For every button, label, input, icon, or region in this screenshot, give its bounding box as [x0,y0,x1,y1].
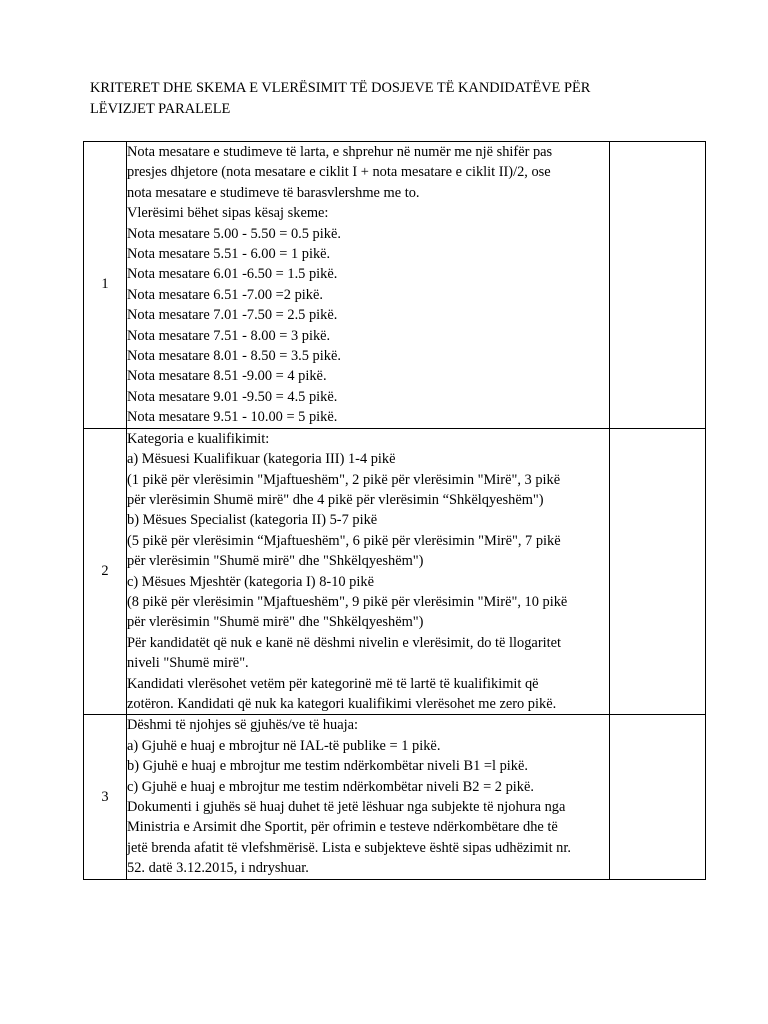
criterion-line: Nota mesatare 9.51 - 10.00 = 5 pikë. [127,409,338,426]
criterion-line: Nota mesatare 5.51 - 6.00 = 1 pikë. [127,246,331,263]
criterion-line: presjes dhjetore (nota mesatare e ciklit I + nota mesatare e ciklit II)/2, ose [127,164,551,181]
criterion-description [127,142,610,429]
row-number: 3 [84,715,127,879]
criterion-line: (8 pikë për vlerësimin "Mjaftueshëm", 9 pikë për vlerësimin "Mirë", 10 pikë [127,593,568,610]
criterion-line: c) Gjuhë e huaj e mbrojtur me testim ndërkombëtar niveli B2 = 2 pikë. [127,778,534,795]
criterion-line: Vlerësimi bëhet sipas kësaj skeme: [127,205,329,222]
criterion-line: Nota mesatare e studimeve të larta, e shprehur në numër me një shifër pas [127,144,553,160]
criterion-description [127,715,610,879]
document-title [90,78,690,119]
criterion-line: b) Gjuhë e huaj e mbrojtur me testim ndërkombëtar niveli B1 =l pikë. [127,758,528,775]
criterion-line: Ministria e Arsimit dhe Sportit, për ofrimin e testeve ndërkombëtare dhe të [127,819,558,836]
criterion-line: për vlerësimin Shumë mirë" dhe 4 pikë për vlerësimin “Shkëlqyeshëm") [127,491,544,508]
criterion-description [127,428,610,715]
criterion-line: Nota mesatare 8.01 - 8.50 = 3.5 pikë. [127,348,341,365]
score-cell [610,428,706,715]
criteria-table [83,141,706,880]
criterion-line: Për kandidatët që nuk e kanë në dëshmi nivelin e vlerësimit, do të llogaritet [127,634,561,651]
criterion-line: Kategoria e kualifikimit: [127,430,270,447]
criterion-line: Nota mesatare 7.51 - 8.00 = 3 pikë. [127,327,331,344]
criterion-line: 52. datë 3.12.2015, i ndryshuar. [127,860,309,877]
criterion-line: Nota mesatare 6.01 -6.50 = 1.5 pikë. [127,266,338,283]
title-line: LËVIZJET PARALELE [90,100,231,117]
criterion-line: jetë brenda afatit të vlefshmërisë. Lista e subjekteve është sipas udhëzimit nr. [127,839,571,856]
criterion-line: për vlerësimin "Shumë mirë" dhe "Shkëlqyeshëm") [127,553,424,570]
criterion-line: Nota mesatare 8.51 -9.00 = 4 pikë. [127,368,327,385]
criterion-line: b) Mësues Specialist (kategoria II) 5-7 pikë [127,512,378,529]
criterion-line: Nota mesatare 7.01 -7.50 = 2.5 pikë. [127,307,338,324]
criterion-line: (1 pikë për vlerësimin "Mjaftueshëm", 2 pikë për vlerësimin "Mirë", 3 pikë [127,471,561,488]
table-row [84,715,706,879]
criterion-line: Nota mesatare 5.00 - 5.50 = 0.5 pikë. [127,225,341,242]
table-row [84,142,706,429]
score-cell [610,715,706,879]
criterion-line: Nota mesatare 9.01 -9.50 = 4.5 pikë. [127,388,338,405]
title-line: KRITERET DHE SKEMA E VLERËSIMIT TË DOSJEVE TË KANDIDATËVE PËR [90,80,591,96]
criterion-line: Dokumenti i gjuhës së huaj duhet të jetë lëshuar nga subjekte të njohura nga [127,799,566,815]
criterion-line: zotëron. Kandidati që nuk ka kategori kualifikimi vlerësohet me zero pikë. [127,695,557,712]
row-number: 1 [84,142,127,429]
criterion-line: Kandidati vlerësohet vetëm për kategorinë më të lartë të kualifikimit që [127,675,539,692]
criterion-line: nota mesatare e studimeve të barasvlershme me to. [127,184,420,201]
table-row [84,428,706,715]
criterion-line: a) Mësuesi Kualifikuar (kategoria III) 1-4 pikë [127,451,396,468]
criterion-line: (5 pikë për vlerësimin “Mjaftueshëm", 6 pikë për vlerësimin "Mirë", 7 pikë [127,532,561,549]
criterion-line: a) Gjuhë e huaj e mbrojtur në IAL-të publike = 1 pikë. [127,737,441,754]
score-cell [610,142,706,429]
criterion-line: Dëshmi të njohjes së gjuhës/ve të huaja: [127,717,358,734]
criterion-line: Nota mesatare 6.51 -7.00 =2 pikë. [127,286,323,303]
criterion-line: c) Mësues Mjeshtër (kategoria I) 8-10 pikë [127,573,374,590]
row-number: 2 [84,428,127,715]
criterion-line: për vlerësimin "Shumë mirë" dhe "Shkëlqyeshëm") [127,614,424,631]
criterion-line: niveli "Shumë mirë". [127,655,249,672]
